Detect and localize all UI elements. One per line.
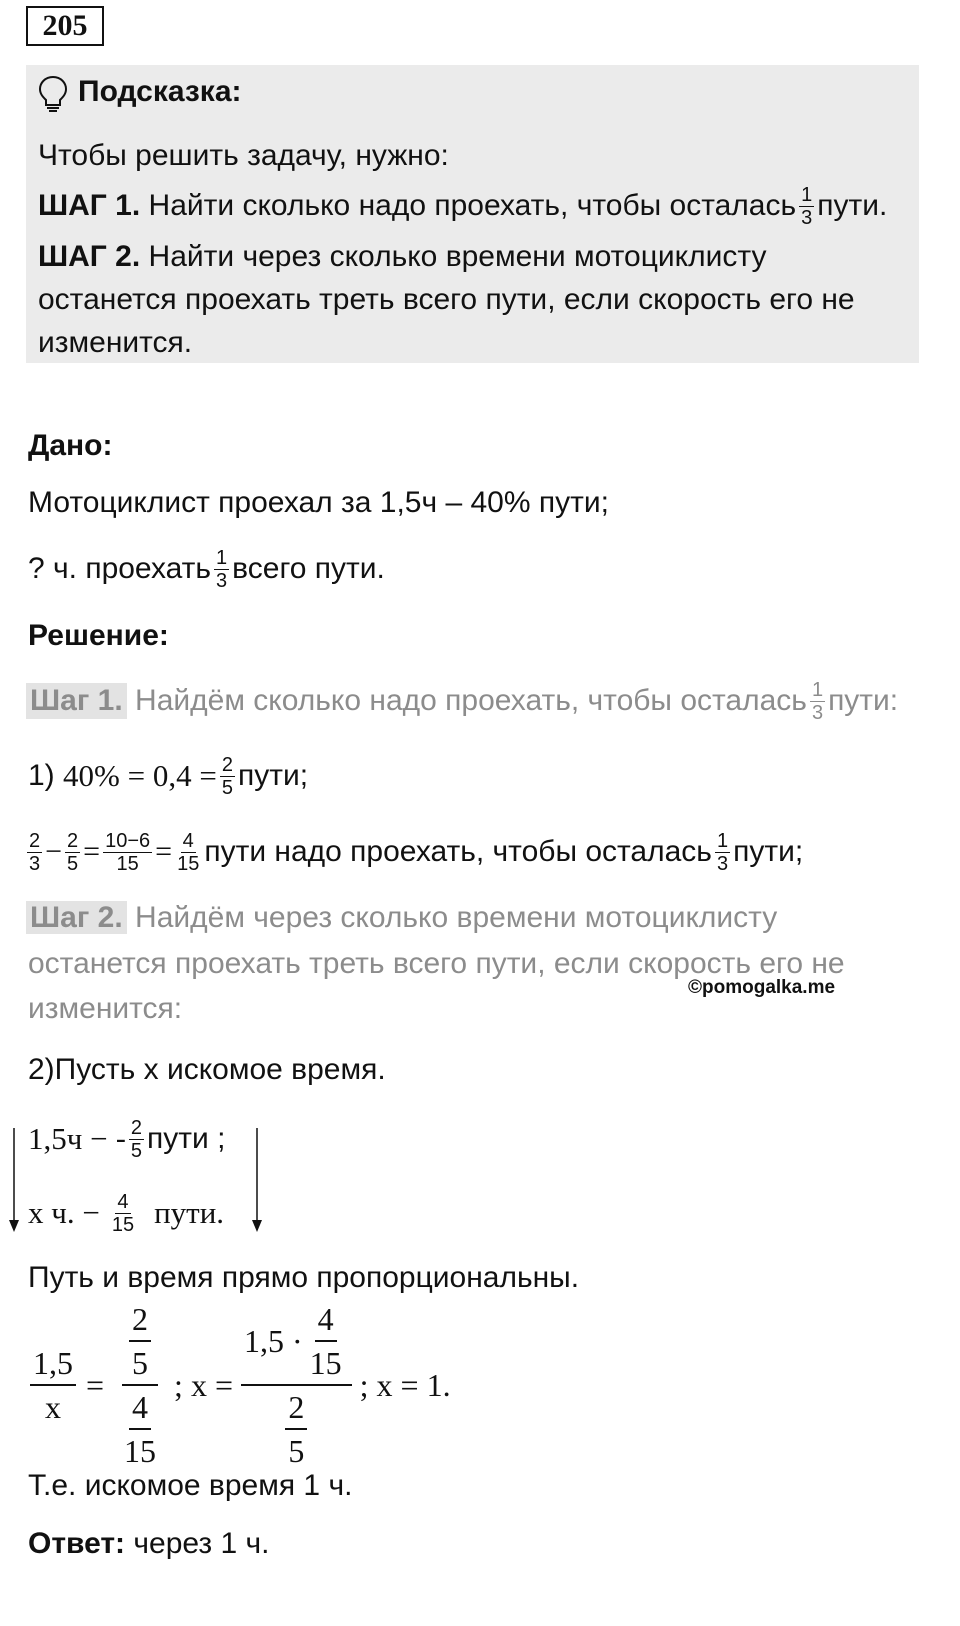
solution-title: Решение: bbox=[28, 619, 169, 652]
line2-end: пути; bbox=[733, 835, 804, 868]
fraction-one-five-over-x: $\frac{1,5}{x}$ bbox=[30, 1344, 76, 1426]
hint-step2-text: Найти через сколько времени мотоциклисту bbox=[148, 240, 767, 273]
fraction-two-fifths: $\frac{2}{5}$ bbox=[285, 1388, 307, 1470]
arrow-down-icon bbox=[247, 1126, 267, 1236]
equals-sign: = bbox=[83, 835, 101, 868]
prop2-left: x ч. − bbox=[28, 1195, 100, 1230]
minus-sign: − bbox=[45, 835, 63, 868]
fraction-four-fifteenths: $\frac{4}{15}$ bbox=[177, 829, 200, 875]
hint-step1-label: ШАГ 1. bbox=[38, 189, 141, 222]
solution-step2-line3: изменится: bbox=[28, 992, 183, 1025]
hint-step1-after: пути. bbox=[817, 189, 888, 222]
fraction-one-third: $\frac{1}{3}$ bbox=[811, 678, 824, 724]
line1-after: пути; bbox=[237, 759, 309, 792]
arrow-down-icon bbox=[4, 1126, 24, 1236]
fraction-one-third: $\frac{1}{3}$ bbox=[216, 546, 228, 592]
given-line2-after: всего пути. bbox=[232, 552, 385, 585]
fraction-four-fifteenths: $\frac{4}{15}$ bbox=[124, 1389, 157, 1469]
fraction-four-fifteenths: $\frac{4}{15}$ bbox=[111, 1190, 135, 1236]
solution-line1 bbox=[28, 746, 308, 806]
prop2-right: пути. bbox=[154, 1195, 225, 1230]
equals-sign: = bbox=[86, 1367, 105, 1403]
fraction-one-third: $\frac{1}{3}$ bbox=[801, 183, 813, 229]
hint-step1 bbox=[38, 176, 887, 236]
line2-after: пути надо проехать, чтобы осталась bbox=[204, 835, 712, 868]
solution-step2-line2: останется проехать треть всего пути, если скорость его не bbox=[28, 947, 845, 980]
fraction-two-fifths: $\frac{2}{5}$ bbox=[221, 753, 233, 799]
step2-label: Шаг 2. bbox=[26, 901, 127, 934]
hint-step2-line3: изменится. bbox=[38, 326, 193, 359]
watermark: ©pomogalka.me bbox=[688, 977, 836, 998]
hint-step1-text: Найти сколько надо проехать, чтобы осталась bbox=[148, 189, 797, 222]
given-line1: Мотоциклист проехал за 1,5ч – 40% пути; bbox=[28, 486, 609, 519]
answer-text: через 1 ч. bbox=[133, 1527, 270, 1560]
x-separator: ; x = bbox=[174, 1367, 233, 1403]
answer bbox=[28, 1526, 270, 1562]
solution-line2 bbox=[24, 822, 803, 882]
fraction-two-fifths: $\frac{2}{5}$ bbox=[67, 829, 79, 875]
hint-intro: Чтобы решить задачу, нужно: bbox=[38, 139, 449, 172]
line1-prefix: 1) bbox=[28, 759, 55, 792]
complex-fraction-right bbox=[241, 1300, 352, 1470]
solution-line3: 2)Пусть x искомое время. bbox=[28, 1053, 386, 1086]
proportion-row-1 bbox=[28, 1109, 225, 1169]
line1-math: 40% = 0,4 = bbox=[63, 758, 217, 793]
hint-step2-line1 bbox=[38, 239, 766, 275]
solution-line4: Путь и время прямо пропорциональны. bbox=[28, 1261, 580, 1294]
fraction-two-thirds: $\frac{2}{3}$ bbox=[29, 829, 41, 875]
solution-step2-line1 bbox=[28, 900, 777, 936]
prop1-left: 1,5ч − bbox=[28, 1121, 108, 1156]
final-equation bbox=[26, 1301, 451, 1469]
step1-label: Шаг 1. bbox=[26, 683, 127, 719]
fraction-two-fifths: $\frac{2}{5}$ bbox=[130, 1116, 143, 1162]
times-prefix: 1,5 · bbox=[243, 1323, 303, 1359]
given-line2 bbox=[28, 539, 385, 599]
answer-label: Ответ: bbox=[28, 1527, 126, 1560]
given-title: Дано: bbox=[28, 429, 113, 462]
step1-after: пути: bbox=[828, 684, 899, 717]
given-line2-before: ? ч. проехать bbox=[28, 552, 212, 585]
task-number: 205 bbox=[26, 6, 104, 46]
fraction-ten-minus-six-fifteenths: $\frac{10-6}{15}$ bbox=[105, 829, 151, 875]
lightbulb-icon bbox=[36, 74, 70, 112]
solution-line5: Т.е. искомое время 1 ч. bbox=[28, 1469, 353, 1502]
equals-sign: = bbox=[155, 835, 173, 868]
step1-text: Найдём сколько надо проехать, чтобы осталась bbox=[135, 684, 807, 717]
fraction-two-fifths: $\frac{2}{5}$ bbox=[129, 1300, 151, 1382]
fraction-one-third: $\frac{1}{3}$ bbox=[716, 829, 729, 875]
step2-text: Найдём через сколько времени мотоциклисту bbox=[135, 901, 778, 934]
equation-result: ; x = 1. bbox=[359, 1367, 451, 1403]
fraction-four-fifteenths: 4 15 bbox=[309, 1301, 342, 1381]
hint-step2-label: ШАГ 2. bbox=[38, 240, 141, 273]
solution-step1 bbox=[28, 671, 898, 731]
hint-title: Подсказка: bbox=[78, 75, 242, 108]
dash-sign: - bbox=[115, 1122, 126, 1155]
complex-fraction-left bbox=[114, 1300, 166, 1470]
hint-step2-line2: останется проехать треть всего пути, если скорость его не bbox=[38, 283, 855, 316]
proportion-row-2 bbox=[28, 1183, 224, 1243]
prop1-right: пути ; bbox=[147, 1122, 226, 1155]
